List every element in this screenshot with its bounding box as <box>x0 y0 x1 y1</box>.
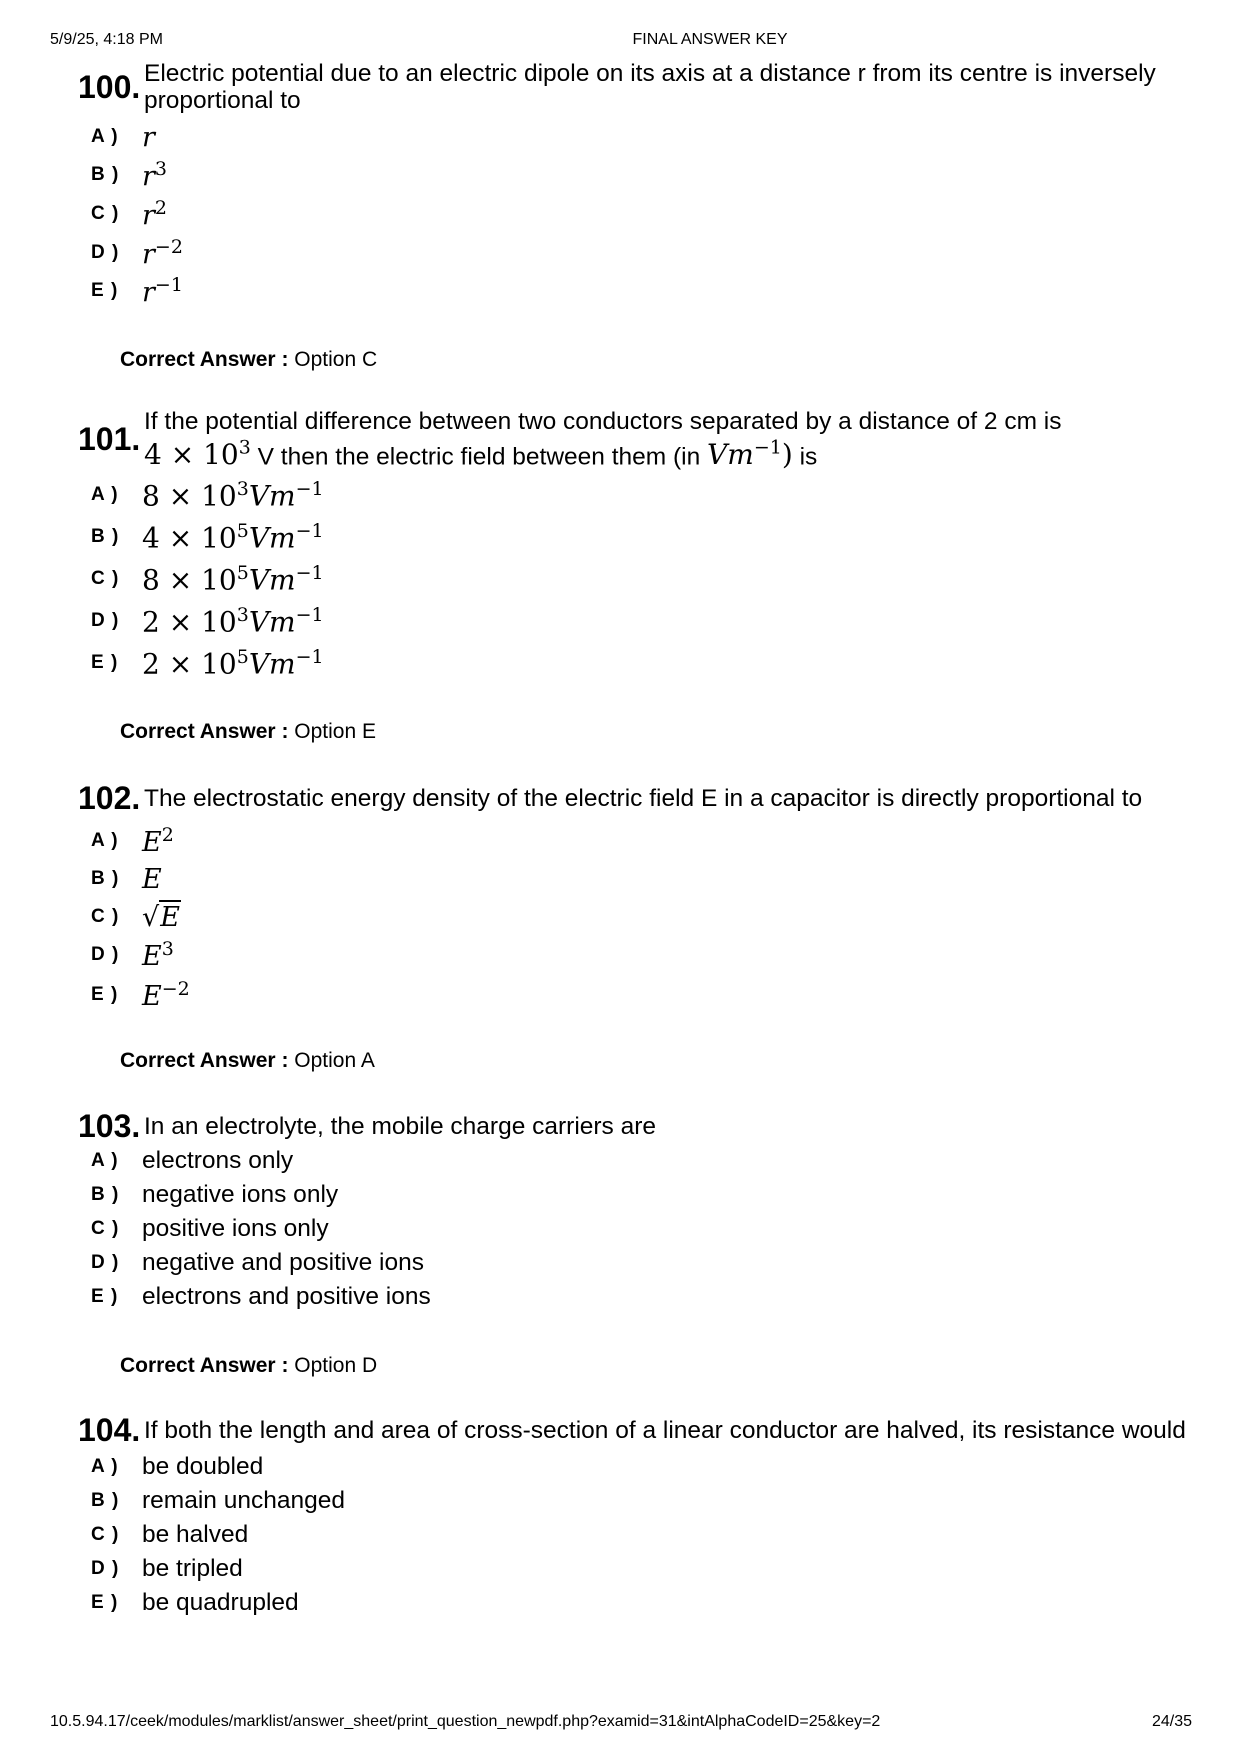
option-label: D ) <box>91 610 120 632</box>
option-b <box>78 1484 1188 1518</box>
option-label: D ) <box>91 1558 120 1579</box>
correct-answer <box>120 348 377 372</box>
option-label: C ) <box>91 568 120 590</box>
option-text: $r^{-2}$ <box>142 236 183 270</box>
question-100 <box>78 60 1188 310</box>
question-101 <box>78 408 1188 684</box>
option-label: E ) <box>91 280 119 301</box>
option-text: be doubled <box>142 1453 264 1480</box>
answer-value: Option A <box>294 1049 375 1072</box>
option-text: $r^{-1}$ <box>142 274 183 308</box>
option-label: B ) <box>91 1184 120 1205</box>
page-title: FINAL ANSWER KEY <box>632 31 788 48</box>
option-label: D ) <box>91 944 120 965</box>
answer-prefix: Correct Answer : <box>120 720 289 743</box>
print-datetime: 5/9/25, 4:18 PM <box>50 31 163 48</box>
option-label: D ) <box>91 1252 120 1273</box>
question-number: 101. <box>78 421 141 458</box>
option-text: $2 \times 10^5Vm^{-1}$ <box>142 646 324 681</box>
answer-value: Option E <box>294 720 376 743</box>
option-text: be tripled <box>142 1555 243 1582</box>
option-label: E ) <box>91 1592 119 1613</box>
question-number: 102. <box>78 780 141 816</box>
option-a <box>78 822 1188 860</box>
option-text: be quadrupled <box>142 1589 299 1616</box>
question-number: 104. <box>78 1412 141 1448</box>
question-text: Electric potential due to an electric dipole on its axis at a distance r from its centre is inversely proportional to <box>144 60 1156 114</box>
option-d <box>78 600 1188 642</box>
question-102 <box>78 782 1188 1016</box>
option-b <box>78 1178 1188 1212</box>
option-e <box>78 974 1188 1016</box>
option-a <box>78 1450 1188 1484</box>
correct-answer <box>120 1354 377 1378</box>
option-c <box>78 1212 1188 1246</box>
option-label: E ) <box>91 1286 119 1307</box>
answer-value: Option C <box>294 348 378 371</box>
option-text: $E^3$ <box>142 938 174 972</box>
question-text: If the potential difference between two conductors separated by a distance of 2 cm is $4 \times 10^3$ V then the electric field between them (in $Vm^{-1}$) is <box>144 408 1062 472</box>
question-text-part2: V then the electric field between them (in <box>257 443 701 471</box>
option-e <box>78 642 1188 684</box>
option-label: D ) <box>91 242 120 263</box>
option-label: B ) <box>91 1490 120 1511</box>
option-text: $r^3$ <box>142 158 168 192</box>
option-e <box>78 272 1188 310</box>
option-d <box>78 234 1188 272</box>
option-a <box>78 474 1188 516</box>
option-c <box>78 558 1188 600</box>
option-label: C ) <box>91 906 120 927</box>
option-label: B ) <box>91 868 120 889</box>
option-text: negative ions only <box>142 1181 339 1208</box>
option-b <box>78 516 1188 558</box>
question-104 <box>78 1414 1188 1620</box>
answer-prefix: Correct Answer : <box>120 1354 289 1377</box>
option-d <box>78 1246 1188 1280</box>
page-url[interactable]: 10.5.94.17/ceek/modules/marklist/answer_sheet/print_question_newpdf.php?examid=31&intAlphaCodeID=25&key=2 <box>50 1713 881 1730</box>
question-number: 100. <box>78 69 141 105</box>
option-d <box>78 1552 1188 1586</box>
correct-answer <box>120 720 376 744</box>
option-label: A ) <box>91 1456 119 1477</box>
option-label: A ) <box>91 1150 119 1171</box>
option-label: A ) <box>91 830 119 851</box>
option-label: E ) <box>91 984 119 1005</box>
page-number: 24/35 <box>1151 1713 1192 1730</box>
option-b <box>78 156 1188 194</box>
option-b <box>78 860 1188 898</box>
answer-value: Option D <box>294 1354 378 1377</box>
question-text-part3: is <box>799 443 818 471</box>
option-text: $8 \times 10^5Vm^{-1}$ <box>142 562 324 597</box>
option-text: $2 \times 10^3Vm^{-1}$ <box>142 604 324 639</box>
question-103 <box>78 1110 1188 1314</box>
option-text: $E^2$ <box>142 824 174 858</box>
question-number: 103. <box>78 1108 141 1144</box>
option-text: be halved <box>142 1521 249 1548</box>
option-e <box>78 1280 1188 1314</box>
answer-prefix: Correct Answer : <box>120 348 289 371</box>
option-d <box>78 936 1188 974</box>
option-c <box>78 898 1188 936</box>
option-a <box>78 118 1188 156</box>
question-text-part1: If the potential difference between two conductors separated by a distance of 2 cm is <box>144 408 1062 435</box>
option-e <box>78 1586 1188 1620</box>
correct-answer <box>120 1049 375 1073</box>
option-label: E ) <box>91 652 119 674</box>
option-a <box>78 1144 1188 1178</box>
option-label: B ) <box>91 164 120 185</box>
option-label: A ) <box>91 126 119 147</box>
option-text: r <box>142 121 155 153</box>
question-text: The electrostatic energy density of the electric field E in a capacitor is directly proportional to <box>144 784 1143 812</box>
option-text: positive ions only <box>142 1215 329 1242</box>
option-text: electrons and positive ions <box>142 1283 431 1310</box>
option-label: C ) <box>91 1524 120 1545</box>
option-label: C ) <box>91 203 120 224</box>
option-text: $E^{-2}$ <box>142 978 190 1012</box>
question-text: In an electrolyte, the mobile charge carriers are <box>144 1112 657 1140</box>
option-text: $4 \times 10^5Vm^{-1}$ <box>142 520 324 555</box>
option-label: B ) <box>91 526 120 548</box>
option-text: $r^2$ <box>142 197 168 231</box>
option-label: C ) <box>91 1218 120 1239</box>
option-text: negative and positive ions <box>142 1249 424 1276</box>
option-text: √E <box>142 901 180 933</box>
option-text: E <box>142 863 162 895</box>
option-text: remain unchanged <box>142 1487 345 1514</box>
option-text: electrons only <box>142 1147 294 1174</box>
option-label: A ) <box>91 484 119 506</box>
option-text: $8 \times 10^3Vm^{-1}$ <box>142 478 324 513</box>
answer-prefix: Correct Answer : <box>120 1049 289 1072</box>
option-c <box>78 194 1188 234</box>
question-text: If both the length and area of cross-section of a linear conductor are halved, its resistance would <box>144 1416 1186 1444</box>
option-c <box>78 1518 1188 1552</box>
